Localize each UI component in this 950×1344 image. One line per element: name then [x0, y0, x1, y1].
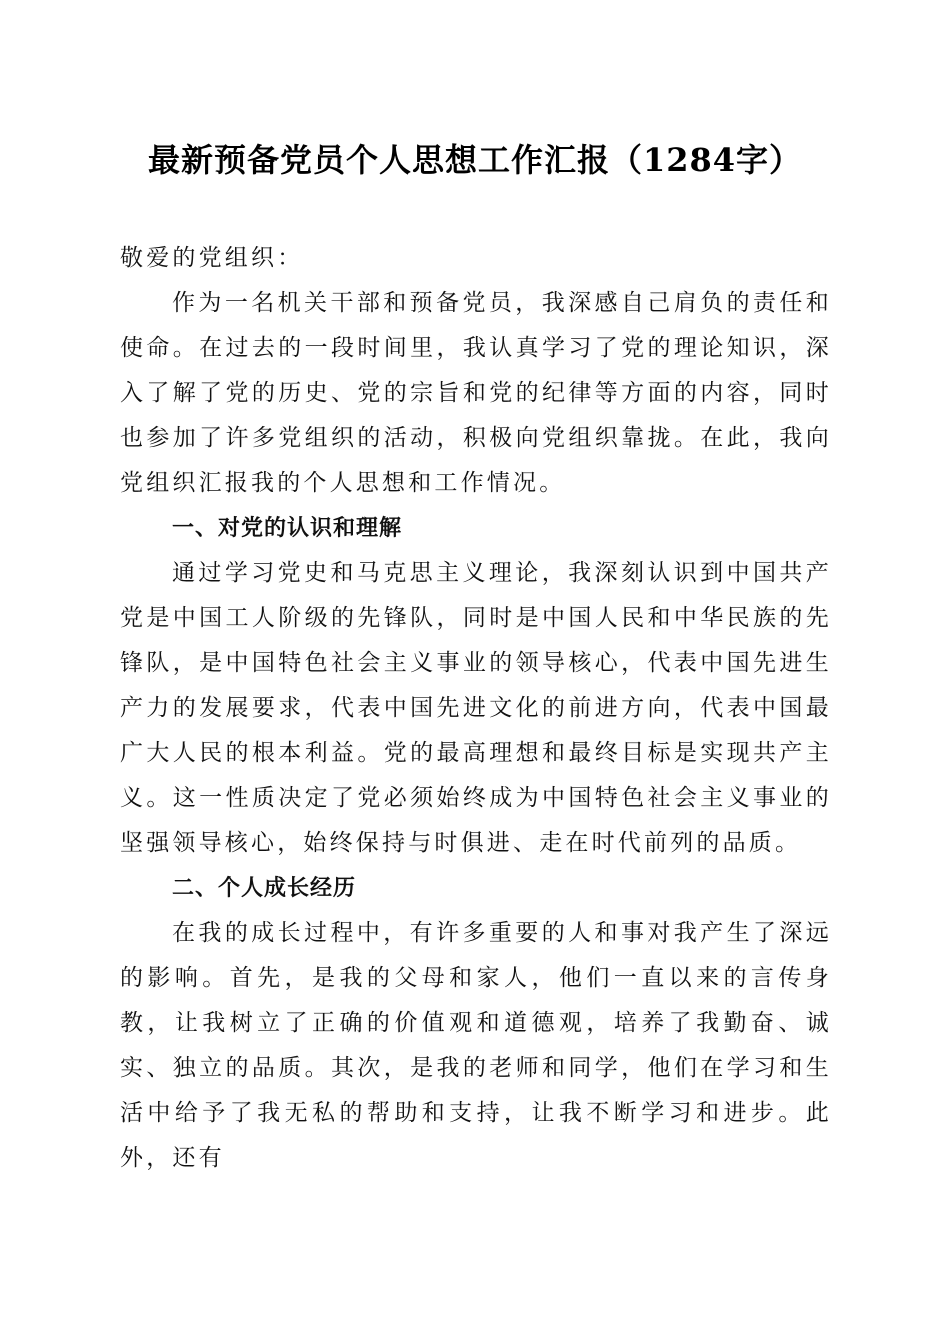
section-paragraph: 在我的成长过程中，有许多重要的人和事对我产生了深远的影响。首先，是我的父母和家人，他们一直以来的言传身教，让我树立了正确的价值观和道德观，培养了我勤奋、诚实、独立的品质。其次，是我的老师和同学，他们在学习和生活中给予了我无私的帮助和支持，让我不断学习和进步。此外，还有 [120, 920, 832, 1171]
intro-paragraph: 作为一名机关干部和预备党员，我深感自己肩负的责任和使命。在过去的一段时间里，我认真学习了党的理论知识，深入了解了党的历史、党的宗旨和党的纪律等方面的内容，同时也参加了许多党组织的活动，积极向党组织靠拢。在此，我向党组织汇报我的个人思想和工作情况。 [120, 290, 832, 496]
section-heading: 一、对党的认识和理解 [172, 516, 403, 541]
section-heading: 二、个人成长经历 [172, 876, 357, 901]
document-title: 最新预备党员个人思想工作汇报（1284字） [147, 141, 803, 179]
greeting: 敬爱的党组织： [120, 245, 304, 271]
document-body [120, 236, 832, 1181]
section-paragraph: 通过学习党史和马克思主义理论，我深刻认识到中国共产党是中国工人阶级的先锋队，同时是中国人民和中华民族的先锋队，是中国特色社会主义事业的领导核心，代表中国先进生产力的发展要求，代表中国先进文化的前进方向，代表中国最广大人民的根本利益。党的最高理想和最终目标是实现共产主义。这一性质决定了党必须始终成为中国特色社会主义事业的坚强领导核心，始终保持与时俱进、走在时代前列的品质。 [120, 560, 832, 856]
